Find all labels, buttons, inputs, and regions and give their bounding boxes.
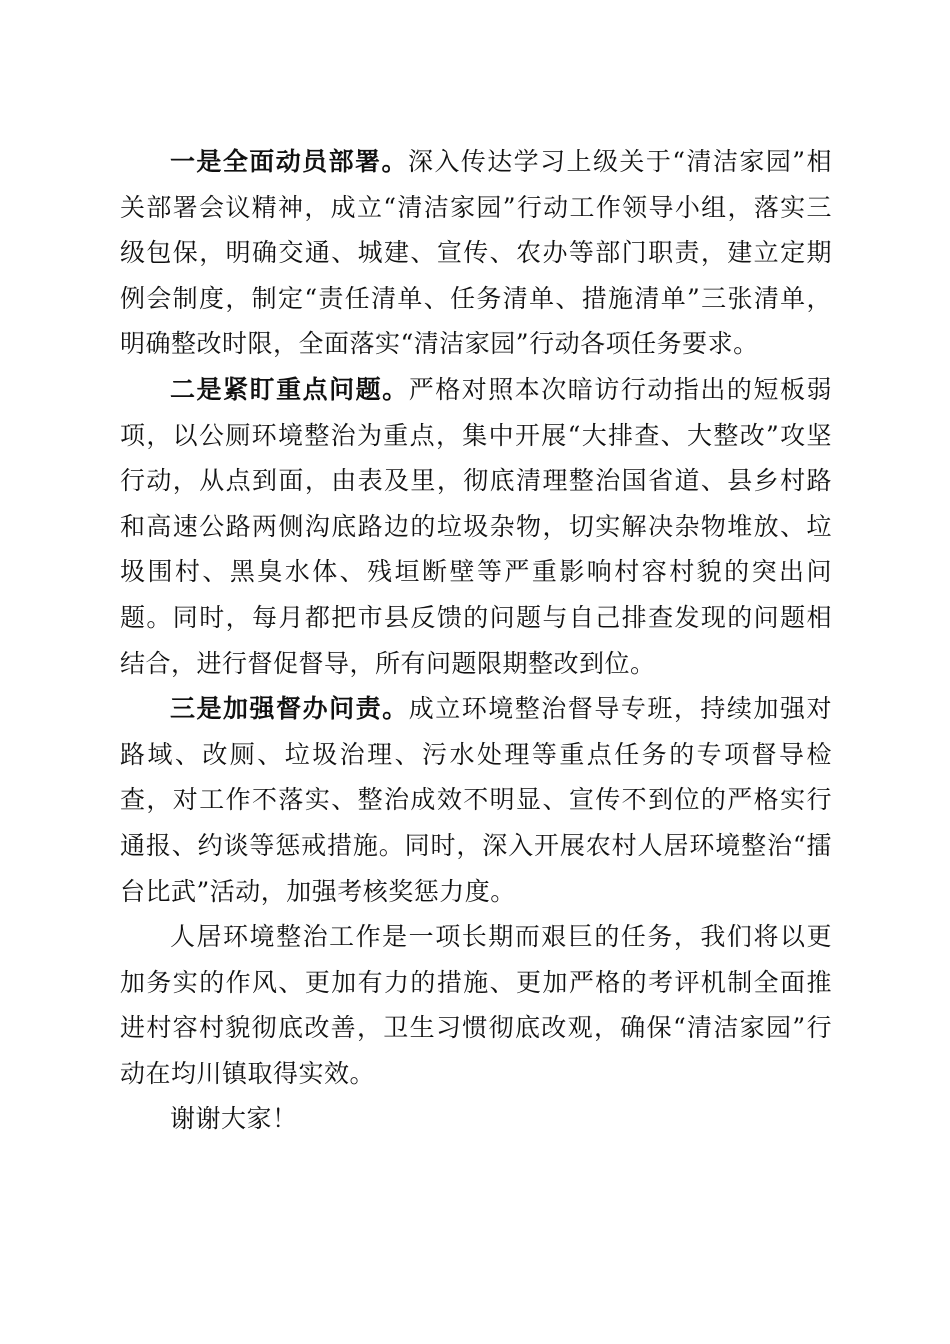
paragraph-text: 谢谢大家！ [170, 1104, 298, 1134]
paragraph-text: 人居环境整治工作是一项长期而艰巨的任务，我们将以更加务实的作风、更加有力的措施、更加严格的考评机制全面推进村容村貌彻底改善，卫生习惯彻底改观，确保“清洁家园”行动在均川镇取得实效。 [120, 922, 832, 1088]
paragraph-lead: 二是紧盯重点问题。 [170, 374, 409, 404]
document-body [120, 139, 832, 1142]
paragraph-text: 深入传达学习上级关于“清洁家园”相关部署会议精神，成立“清洁家园”行动工作领导小组，落实三级包保，明确交通、城建、宣传、农办等部门职责，建立定期例会制度，制定“责任清单、任务清单、措施清单”三张清单，明确整改时限，全面落实“清洁家园”行动各项任务要求。 [120, 147, 832, 359]
paragraph-supervision [120, 686, 832, 914]
paragraph-thanks [120, 1096, 832, 1142]
paragraph-conclusion [120, 914, 832, 1096]
paragraph-lead: 一是全面动员部署。 [170, 147, 408, 176]
paragraph-key-problems [120, 367, 832, 686]
paragraph-text: 严格对照本次暗访行动指出的短板弱项，以公厕环境整治为重点，集中开展“大排查、大整改”攻坚行动，从点到面，由表及里，彻底清理整治国省道、县乡村路和高速公路两侧沟底路边的垃圾杂物，切实解决杂物堆放、垃圾围村、黑臭水体、残垣断壁等严重影响村容村貌的突出问题。同时，每月都把市县反馈的问题与自己排查发现的问题相结合，进行督促督导，所有问题限期整改到位。 [120, 374, 832, 678]
paragraph-mobilization [120, 139, 832, 367]
paragraph-lead: 三是加强督办问责。 [170, 694, 409, 724]
paragraph-text: 成立环境整治督导专班，持续加强对路域、改厕、垃圾治理、污水处理等重点任务的专项督导检查，对工作不落实、整治成效不明显、宣传不到位的严格实行通报、约谈等惩戒措施。同时，深入开展农村人居环境整治“擂台比武”活动，加强考核奖惩力度。 [120, 694, 832, 906]
